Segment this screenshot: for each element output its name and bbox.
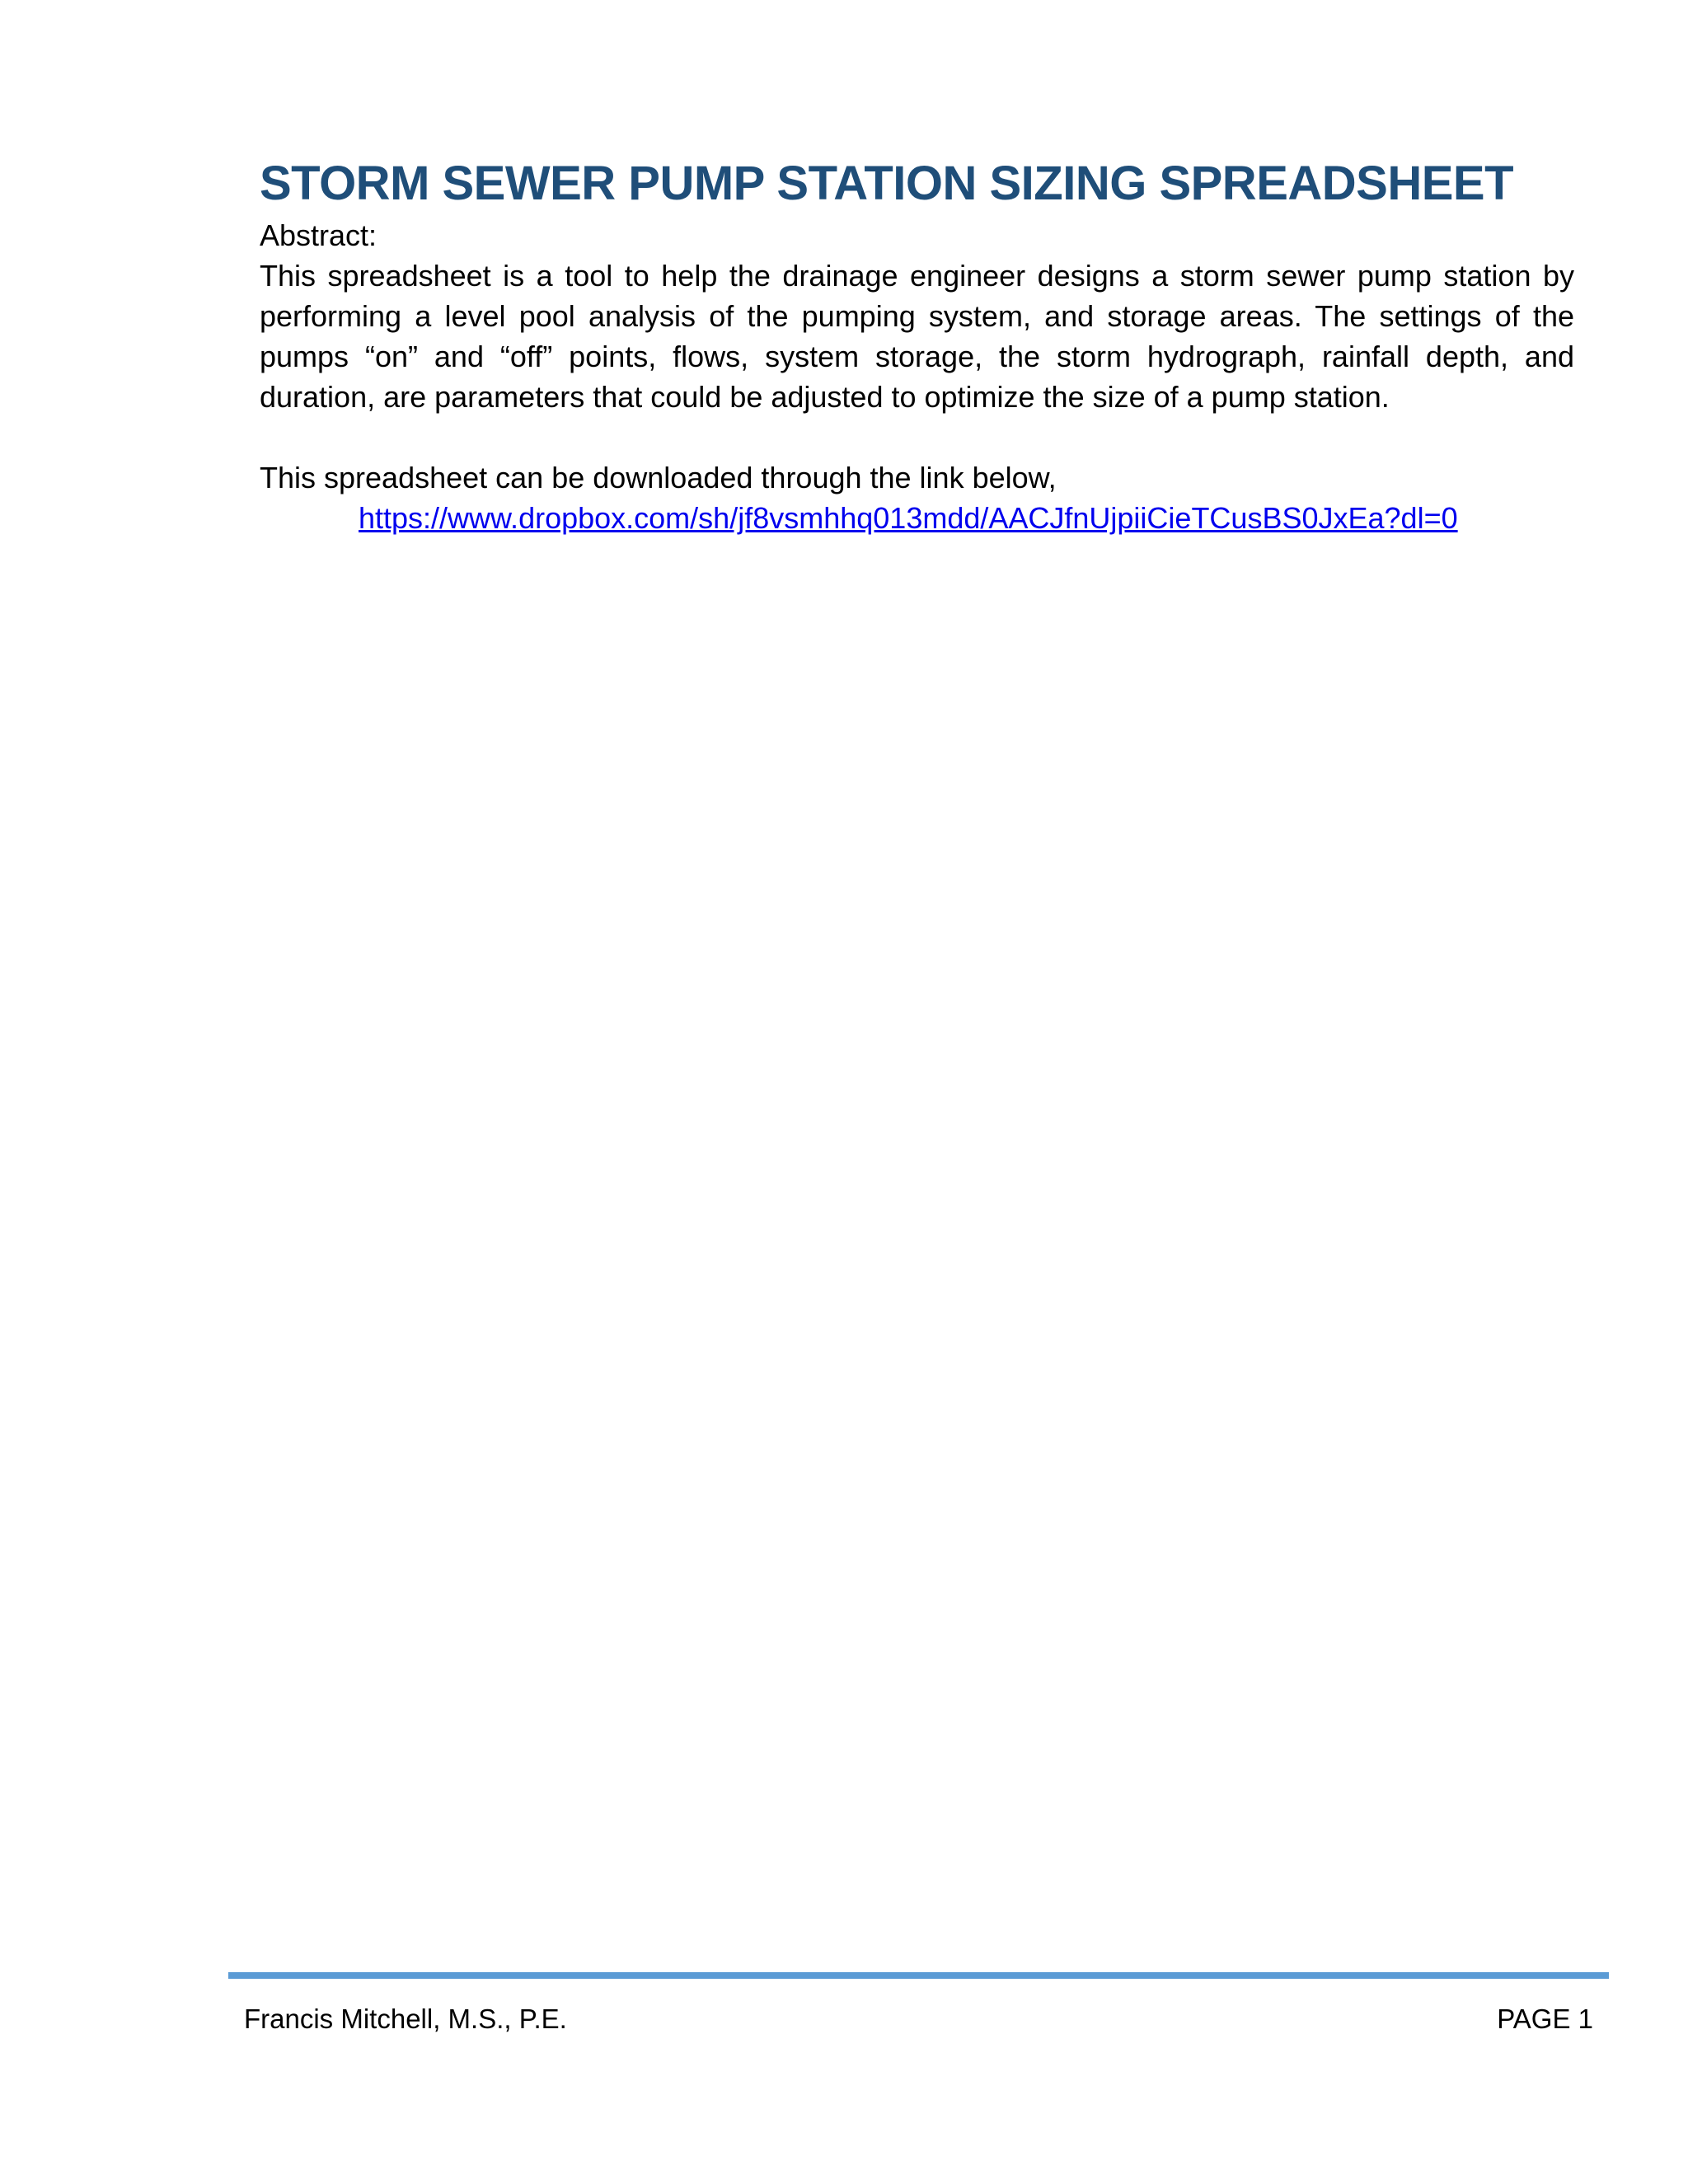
footer-page-number: PAGE 1 xyxy=(1497,2004,1593,2034)
download-link[interactable]: https://www.dropbox.com/sh/jf8vsmhhq013mdd/AACJfnUjpiiCieTCusBS0JxEa?dl=0 xyxy=(359,501,1458,535)
abstract-body: This spreadsheet is a tool to help the drainage engineer designs a storm sewer pump station by performing a level pool analysis of the pumping system, and storage areas. The settings of the pumps “on” and “off” points, flows, system storage, the storm hydrograph, rainfall depth, and duration, are parameters that could be adjusted to optimize the size of a pump station. xyxy=(260,259,1574,414)
download-text: This spreadsheet can be downloaded through the link below, xyxy=(260,461,1057,494)
document-title: STORM SEWER PUMP STATION SIZING SPREADSHEET xyxy=(260,157,1514,210)
footer-divider xyxy=(228,1972,1609,1979)
document-content xyxy=(260,152,1574,538)
abstract-label: Abstract: xyxy=(260,218,377,252)
footer-author: Francis Mitchell, M.S., P.E. xyxy=(244,2004,567,2034)
